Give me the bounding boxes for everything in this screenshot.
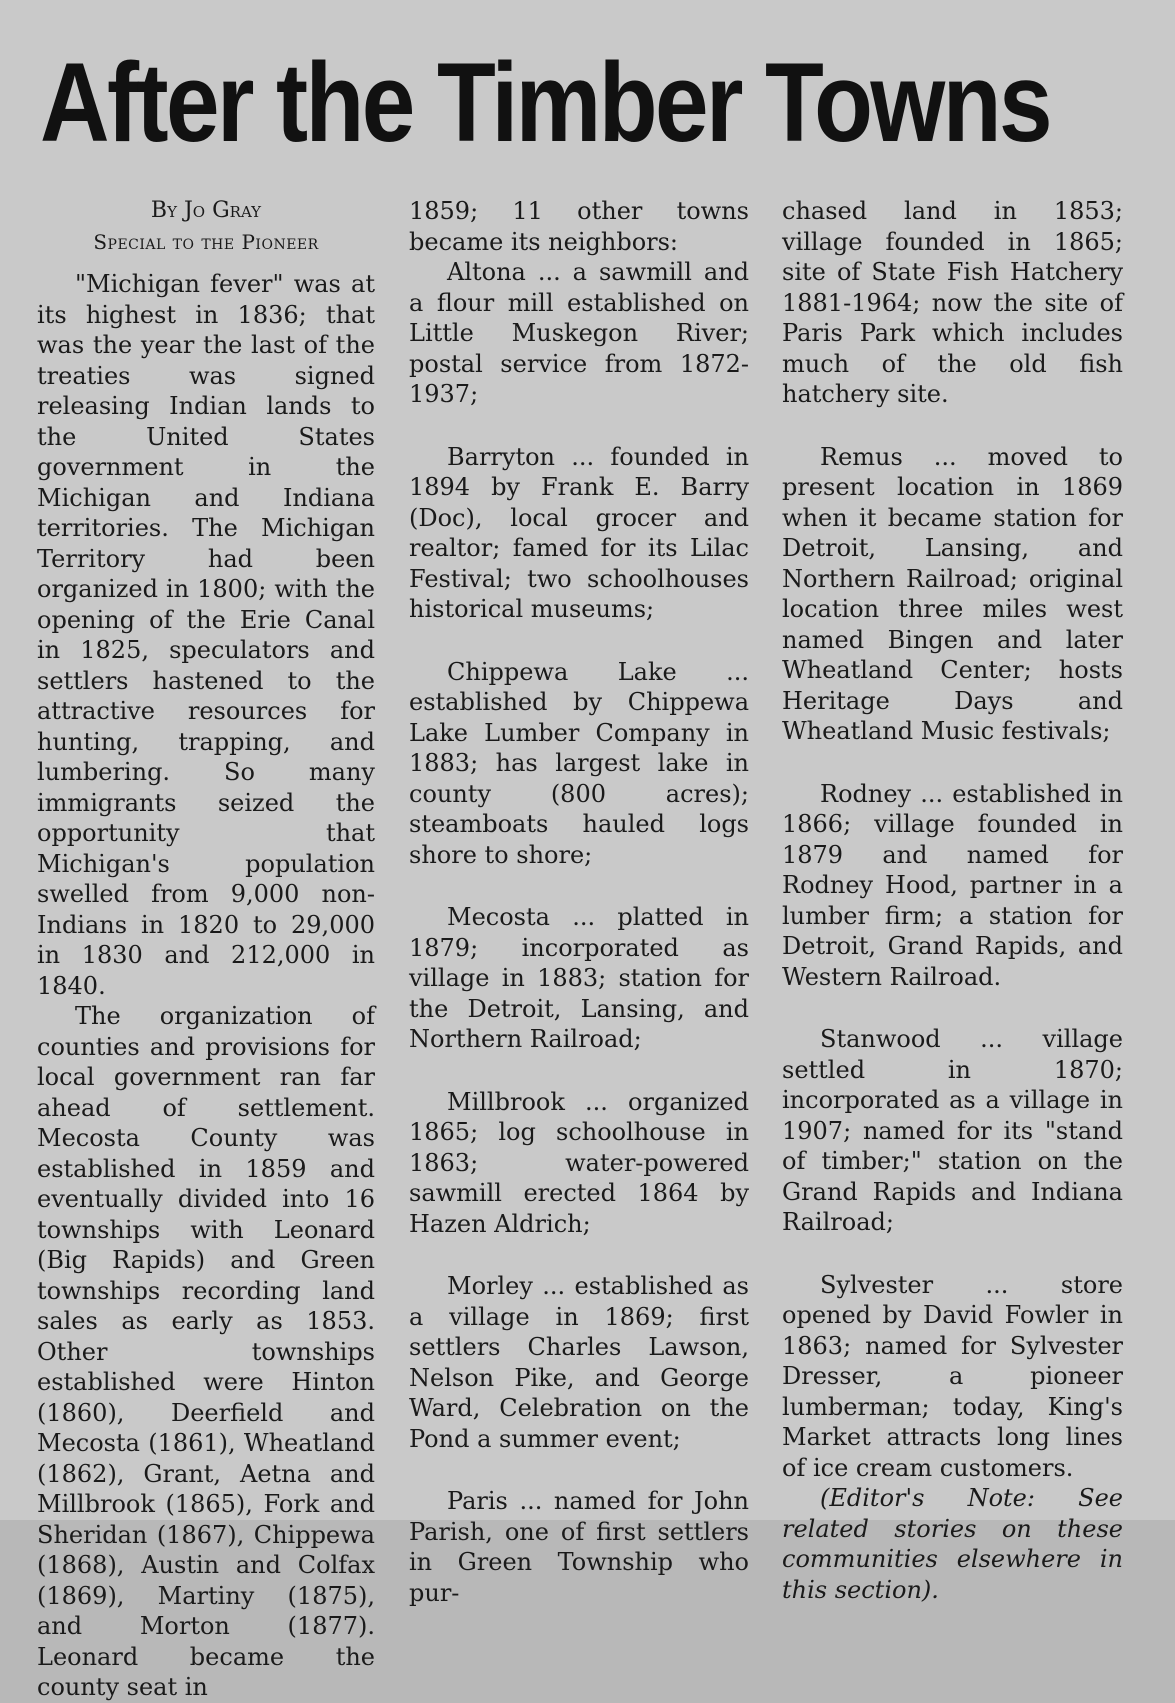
entry-barryton: Barryton ... founded in 1894 by Frank E. Barry (Doc), local grocer and realtor; famed for its Lilac Festival; two schoolhouses historical museums; bbox=[409, 442, 749, 623]
entry-paris: Paris ... named for John Parish, one of first settlers in Green Township who pur- bbox=[409, 1487, 749, 1607]
entry-paris-continuation: chased land in 1853; village founded in 1865; site of State Fish Hatchery 1881-1964; now the site of Paris Park which includes much of the old fish hatchery site. bbox=[782, 197, 1123, 408]
paragraph-continuation: 1859; 11 other towns became its neighbors: bbox=[409, 197, 749, 256]
byline-author: By Jo Gray bbox=[150, 198, 262, 223]
entry-morley: Morley ... established as a village in 1869; first settlers Charles Lawson, Nelson Pike, and George Ward, Celebration on the Pond a summer event; bbox=[409, 1272, 749, 1453]
entry-mecosta: Mecosta ... platted in 1879; incorporated as village in 1883; station for the Detroit, Lansing, and Northern Railroad; bbox=[409, 903, 749, 1053]
column-3 bbox=[782, 196, 1123, 1605]
headline: After the Timber Towns bbox=[40, 40, 1051, 165]
entry-remus: Remus ... moved to present location in 1869 when it became station for Detroit, Lansing, and Northern Railroad; original location three miles west named Bingen and later Wheatland Center; hosts Heritage Days and Wheatland Music festivals; bbox=[782, 442, 1123, 745]
column-2 bbox=[409, 196, 749, 1608]
entry-sylvester: Sylvester ... store opened by David Fowler in 1863; named for Sylvester Dresser, a pioneer lumberman; today, King's Market attracts long lines of ice cream customers. bbox=[782, 1270, 1123, 1482]
editors-note: (Editor's Note: See related stories on these communities elsewhere in this section). bbox=[782, 1484, 1123, 1604]
entry-chippewa-lake: Chippewa Lake ... established by Chippewa Lake Lumber Company in 1883; has largest lake in county (800 acres); steamboats hauled logs shore to shore; bbox=[409, 657, 749, 869]
paragraph-organization: The organization of counties and provisions for local government ran far ahead of settlement. Mecosta County was established in 1859 and eventually divided into 16 townships with Leonard (Big Rapids) and Green townships recording land sales as early as 1853. Other townships established were Hinton (1860), Deerfield and Mecosta (1861), Wheatland (1862), Grant, Aetna and Millbrook (1865), Fork and Sheridan (1867), Chippewa (1868), Austin and Colfax (1869), Martiny (1875), and Morton (1877). Leonard became the county seat in bbox=[37, 1002, 375, 1701]
entry-millbrook: Millbrook ... organized 1865; log schoolhouse in 1863; water-powered sawmill erected 1864 by Hazen Aldrich; bbox=[409, 1087, 749, 1238]
entry-rodney: Rodney ... established in 1866; village founded in 1879 and named for Rodney Hood, partner in a lumber firm; a station for Detroit, Grand Rapids, and Western Railroad. bbox=[782, 779, 1123, 991]
column-1 bbox=[37, 196, 375, 1703]
entry-stanwood: Stanwood ... village settled in 1870; incorporated as a village in 1907; named for its "stand of timber;" station on the Grand Rapids and Indiana Railroad; bbox=[782, 1025, 1123, 1236]
entry-altona: Altona ... a sawmill and a flour mill established on Little Muskegon River; postal service from 1872-1937; bbox=[409, 258, 749, 408]
paragraph-intro: "Michigan fever" was at its highest in 1836; that was the year the last of the treaties was signed releasing Indian lands to the United States government in the Michigan and Indiana territories. The Michigan Territory had been organized in 1800; with the opening of the Erie Canal in 1825, speculators and settlers hastened to the attractive resources for hunting, trapping, and lumbering. So many immigrants seized the opportunity that Michigan's population swelled from 9,000 non-Indians in 1820 to 29,000 in 1830 and 212,000 in 1840. bbox=[37, 270, 375, 1000]
byline-title: Special to the Pioneer bbox=[93, 229, 319, 254]
